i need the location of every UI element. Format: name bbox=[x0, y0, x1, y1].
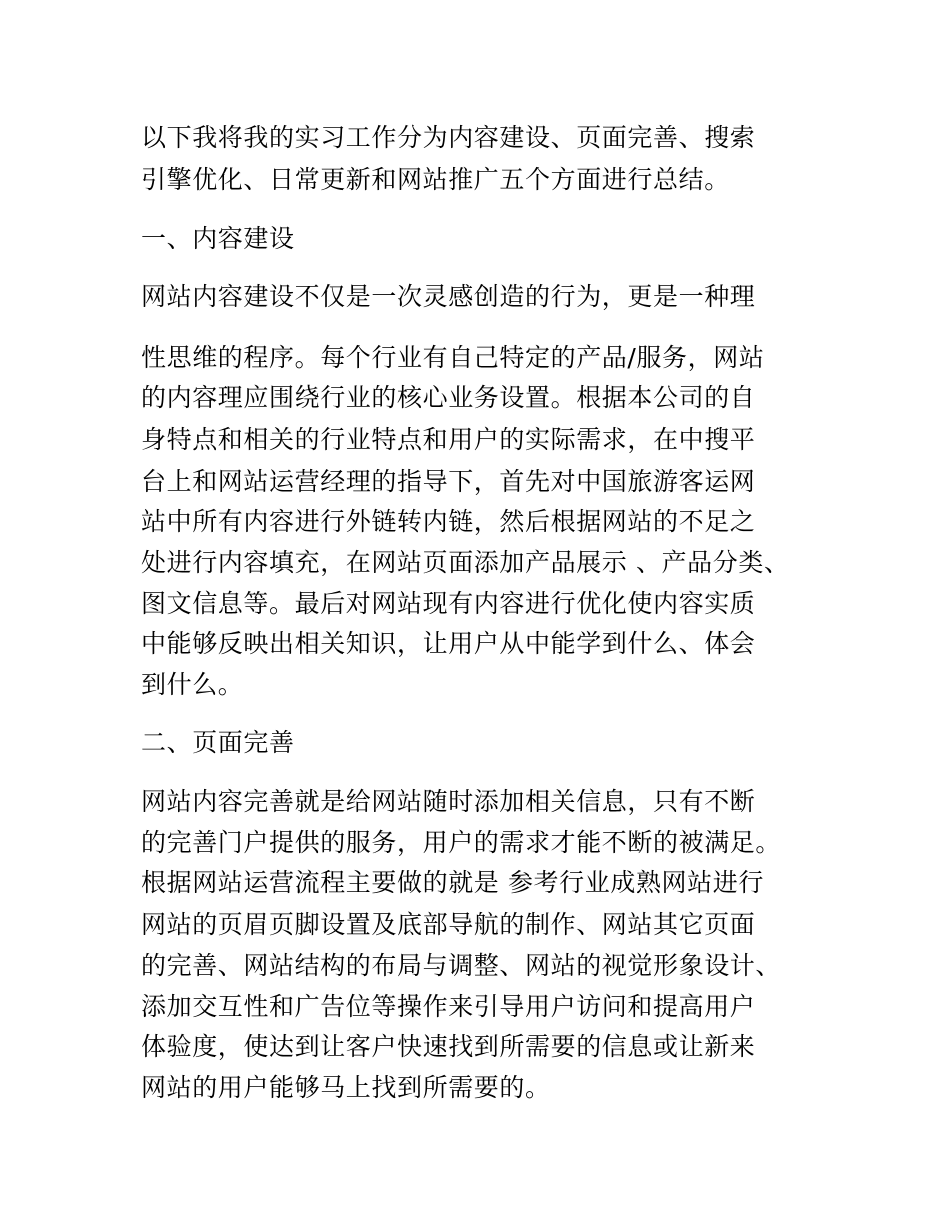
paragraph-content-line-2: 性思维的程序。每个行业有自己特定的产品/服务，网站 bbox=[141, 343, 765, 372]
paragraph-page-line-8: 网站的用户能够马上找到所需要的。 bbox=[141, 1073, 551, 1102]
paragraph-page-line-4: 网站的页眉页脚设置及底部导航的制作、网站其它页面 bbox=[141, 910, 756, 939]
paragraph-content-line-5: 台上和网站运营经理的指导下，首先对中国旅游客运网 bbox=[141, 467, 756, 496]
paragraph-content-line-4: 身特点和相关的行业特点和用户的实际需求，在中搜平 bbox=[141, 425, 756, 454]
paragraph-content-line-6: 站中所有内容进行外链转内链，然后根据网站的不足之 bbox=[141, 507, 756, 536]
intro-line-2: 引擎优化、日常更新和网站推广五个方面进行总结。 bbox=[141, 165, 730, 194]
paragraph-content-line-3: 的内容理应围绕行业的核心业务设置。根据本公司的自 bbox=[141, 383, 756, 412]
section-heading-page-improvement: 二、页面完善 bbox=[141, 728, 295, 757]
paragraph-content-line-10: 到什么。 bbox=[141, 670, 244, 699]
paragraph-page-line-2: 的完善门户提供的服务，用户的需求才能不断的被满足。 bbox=[141, 828, 782, 857]
paragraph-content-line-1: 网站内容建设不仅是一次灵感创造的行为，更是一种理 bbox=[141, 282, 756, 311]
paragraph-page-line-3: 根据网站运营流程主要做的就是 参考行业成熟网站进行 bbox=[141, 868, 764, 897]
intro-line-1: 以下我将我的实习工作分为内容建设、页面完善、搜索 bbox=[141, 123, 756, 152]
paragraph-content-line-9: 中能够反映出相关知识，让用户从中能学到什么、体会 bbox=[141, 629, 756, 658]
paragraph-page-line-7: 体验度，使达到让客户快速找到所需要的信息或让新来 bbox=[141, 1032, 756, 1061]
paragraph-content-line-8: 图文信息等。最后对网站现有内容进行优化使内容实质 bbox=[141, 589, 756, 618]
paragraph-page-line-1: 网站内容完善就是给网站随时添加相关信息，只有不断 bbox=[141, 787, 756, 816]
paragraph-page-line-6: 添加交互性和广告位等操作来引导用户访问和提高用户 bbox=[141, 992, 756, 1021]
paragraph-page-line-5: 的完善、网站结构的布局与调整、网站的视觉形象设计、 bbox=[141, 951, 782, 980]
paragraph-content-line-7: 处进行内容填充，在网站页面添加产品展示 、产品分类、 bbox=[141, 548, 790, 577]
section-heading-content-building: 一、内容建设 bbox=[141, 224, 295, 253]
